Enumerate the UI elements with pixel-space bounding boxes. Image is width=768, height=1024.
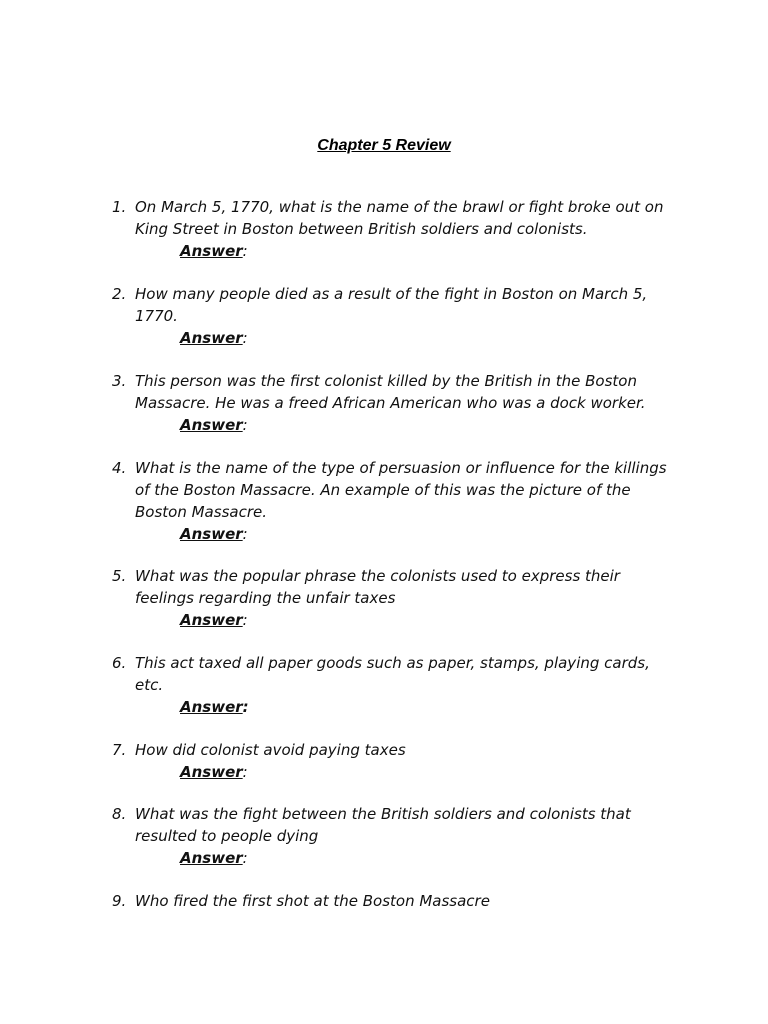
- answer-label: Answer: [180, 242, 243, 260]
- question-number: 3.: [112, 372, 127, 390]
- question-text: On March 5, 1770, what is the name of the brawl or fight broke out on King Street in Boston between British soldiers and colonists.: [135, 198, 664, 238]
- answer-label: Answer: [180, 416, 243, 434]
- answer-label: Answer: [180, 763, 243, 781]
- answer-line: Answer:: [180, 525, 248, 543]
- question-item: [112, 283, 692, 349]
- question-item: [112, 890, 692, 912]
- question-number: 6.: [112, 654, 127, 672]
- question-item: [112, 739, 692, 783]
- question-item: [112, 457, 692, 545]
- question-text: What is the name of the type of persuasion or influence for the killings of the Boston Massacre. An example of this was the picture of the Boston Massacre.: [135, 459, 667, 521]
- answer-line: Answer:: [180, 416, 248, 434]
- answer-label: Answer: [180, 698, 243, 716]
- answer-label: Answer: [180, 329, 243, 347]
- question-number: 7.: [112, 741, 127, 759]
- question-text: How many people died as a result of the fight in Boston on March 5, 1770.: [135, 285, 648, 325]
- answer-line: Answer:: [180, 763, 248, 781]
- question-item: [112, 803, 692, 869]
- answer-line: Answer:: [180, 611, 248, 629]
- answer-line: Answer:: [180, 242, 248, 260]
- question-item: [112, 565, 692, 631]
- question-text: This person was the first colonist killed by the British in the Boston Massacre. He was a freed African American who was a dock worker.: [135, 372, 646, 412]
- answer-label: Answer: [180, 611, 243, 629]
- page-title: Chapter 5 Review: [317, 137, 451, 154]
- question-number: 4.: [112, 459, 127, 477]
- answer-line: Answer:: [180, 329, 248, 347]
- question-text: What was the fight between the British soldiers and colonists that resulted to people dying: [135, 805, 631, 845]
- question-text: What was the popular phrase the colonists used to express their feelings regarding the unfair taxes: [135, 567, 620, 607]
- answer-line: Answer:: [180, 698, 249, 716]
- question-text: Who fired the first shot at the Boston Massacre: [135, 892, 490, 910]
- question-number: 2.: [112, 285, 127, 303]
- question-text: How did colonist avoid paying taxes: [135, 741, 406, 759]
- answer-line: Answer:: [180, 849, 248, 867]
- answer-label: Answer: [180, 849, 243, 867]
- question-item: [112, 196, 692, 262]
- question-number: 9.: [112, 892, 127, 910]
- question-item: [112, 370, 692, 436]
- question-number: 5.: [112, 567, 127, 585]
- question-number: 1.: [112, 198, 127, 216]
- question-number: 8.: [112, 805, 127, 823]
- answer-label: Answer: [180, 525, 243, 543]
- question-text: This act taxed all paper goods such as paper, stamps, playing cards, etc.: [135, 654, 650, 694]
- question-item: [112, 652, 692, 718]
